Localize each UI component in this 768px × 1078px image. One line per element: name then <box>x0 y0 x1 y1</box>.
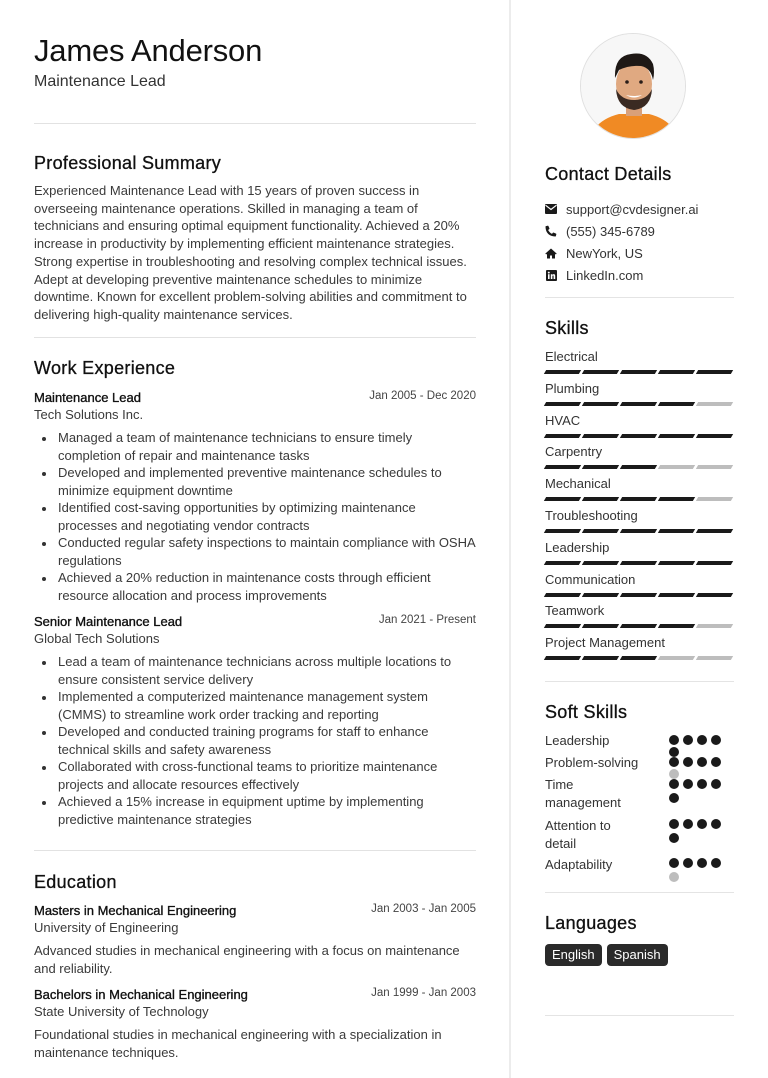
job-bullet: Achieved a 15% increase in equipment uptime by implementing predictive maintenance strategies <box>34 793 476 828</box>
job-bullet: Managed a team of maintenance technicians to ensure timely completion of repair and maintenance tasks <box>34 429 476 464</box>
skill-segment-filled <box>582 561 619 565</box>
skill-row <box>545 475 734 501</box>
soft-skill-name: Problem-solving <box>545 755 639 770</box>
skill-segment-filled <box>582 624 619 628</box>
job-company: Global Tech Solutions <box>34 631 160 646</box>
degree-title: Masters in Mechanical Engineering <box>34 903 237 918</box>
experience-divider <box>34 850 476 851</box>
job-bullet: Identified cost-saving opportunities by optimizing maintenance processes and negotiating vendor contracts <box>34 499 476 534</box>
rating-dot-filled <box>697 858 707 868</box>
education-description: Foundational studies in mechanical engineering with a specialization in maintenance techniques. <box>34 1027 442 1060</box>
skill-segment-filled <box>620 624 657 628</box>
soft-skill-rating <box>669 779 725 803</box>
job-dates: Jan 2005 - Dec 2020 <box>369 390 476 402</box>
rating-dot-filled <box>697 779 707 789</box>
skill-segment-filled <box>696 370 733 374</box>
soft-skill-rating <box>669 819 725 843</box>
skill-segment-filled <box>696 529 733 533</box>
soft-skill-name: Adaptability <box>545 857 613 872</box>
skill-name: Project Management <box>545 635 665 650</box>
skill-segment-filled <box>658 370 695 374</box>
skill-segment-filled <box>658 529 695 533</box>
skill-name: Mechanical <box>545 476 611 491</box>
job-entry <box>34 613 476 828</box>
school-name: State University of Technology <box>34 1004 209 1019</box>
soft-skill-name: Time management <box>545 777 621 810</box>
skill-segment-filled <box>696 561 733 565</box>
rating-dot-filled <box>683 757 693 767</box>
skill-segment-empty <box>696 402 733 406</box>
skill-segment-filled <box>582 656 619 660</box>
rating-dot-filled <box>669 735 679 745</box>
skill-level-bar <box>545 465 734 469</box>
skill-level-bar <box>545 370 734 374</box>
skill-segment-filled <box>582 370 619 374</box>
skill-name: Leadership <box>545 540 610 555</box>
candidate-name: James Anderson <box>34 33 263 68</box>
skill-segment-filled <box>696 593 733 597</box>
skill-segment-filled <box>658 434 695 438</box>
skill-segment-filled <box>620 465 657 469</box>
rating-dot-filled <box>683 779 693 789</box>
job-company: Tech Solutions Inc. <box>34 407 144 422</box>
education-entry <box>34 986 476 1061</box>
skill-row <box>545 571 734 597</box>
skill-segment-filled <box>658 624 695 628</box>
skill-level-bar <box>545 624 734 628</box>
job-bullets <box>34 653 476 828</box>
skill-segment-filled <box>544 561 581 565</box>
experience-heading: Work Experience <box>34 358 176 378</box>
skill-name: Carpentry <box>545 444 603 459</box>
rating-dot-filled <box>697 819 707 829</box>
skill-row <box>545 602 734 628</box>
skill-level-bar <box>545 497 734 501</box>
job-bullet: Implemented a computerized maintenance management system (CMMS) to streamline work order tracking and reporting <box>34 688 476 723</box>
skill-level-bar <box>545 593 734 597</box>
job-title: Maintenance Lead <box>34 390 141 405</box>
education-dates: Jan 2003 - Jan 2005 <box>371 903 476 915</box>
soft-skills-heading: Soft Skills <box>545 702 628 722</box>
summary-divider <box>34 337 476 338</box>
rating-dot-filled <box>669 819 679 829</box>
language-badge: English <box>545 944 602 966</box>
skill-segment-filled <box>696 434 733 438</box>
linkedin-icon <box>545 269 557 281</box>
contact-email-text: support@cvdesigner.ai <box>566 201 699 217</box>
profile-photo-icon <box>581 34 686 139</box>
skill-segment-filled <box>544 593 581 597</box>
envelope-icon <box>545 203 557 215</box>
contact-location-text: NewYork, US <box>566 245 643 261</box>
job-bullet: Collaborated with cross-functional teams to prioritize maintenance projects and allocate resources effectively <box>34 758 476 793</box>
rating-dot-filled <box>711 858 721 868</box>
skill-segment-filled <box>658 561 695 565</box>
skill-level-bar <box>545 656 734 660</box>
education-dates: Jan 1999 - Jan 2003 <box>371 987 476 999</box>
skill-name: Teamwork <box>545 603 605 618</box>
job-bullet: Developed and conducted training programs for staff to enhance technical skills and safety awareness <box>34 723 476 758</box>
skill-name: Electrical <box>545 349 598 364</box>
skill-segment-filled <box>582 402 619 406</box>
contact-phone[interactable] <box>545 220 734 242</box>
rating-dot-filled <box>697 757 707 767</box>
skill-segment-filled <box>620 434 657 438</box>
language-badge: Spanish <box>607 944 668 966</box>
skill-segment-filled <box>544 370 581 374</box>
rating-dot-filled <box>683 858 693 868</box>
rating-dot-filled <box>669 779 679 789</box>
rating-dot-filled <box>711 779 721 789</box>
contact-phone-text: (555) 345-6789 <box>566 223 655 239</box>
job-bullet: Developed and implemented preventive maintenance schedules to minimize equipment downtime <box>34 464 476 499</box>
skill-segment-filled <box>620 370 657 374</box>
skill-row <box>545 380 734 406</box>
skill-name: Communication <box>545 572 636 587</box>
skill-segment-empty <box>658 465 695 469</box>
job-entry <box>34 389 476 604</box>
skill-segment-filled <box>620 593 657 597</box>
rating-dot-filled <box>669 747 679 757</box>
job-bullet: Lead a team of maintenance technicians across multiple locations to ensure consistent service delivery <box>34 653 476 688</box>
contact-linkedin[interactable] <box>545 264 734 286</box>
rating-dot-filled <box>711 735 721 745</box>
rating-dot-empty <box>669 872 679 882</box>
column-divider <box>509 0 511 1078</box>
home-icon <box>545 247 557 259</box>
education-entry <box>34 902 476 977</box>
skill-level-bar <box>545 561 734 565</box>
skill-segment-filled <box>620 656 657 660</box>
skill-segment-empty <box>696 656 733 660</box>
soft-skill-rating <box>669 858 725 882</box>
job-dates: Jan 2021 - Present <box>378 614 476 626</box>
skill-segment-filled <box>620 529 657 533</box>
skill-row <box>545 539 734 565</box>
skill-row <box>545 634 734 660</box>
job-bullets <box>34 429 476 604</box>
skill-segment-filled <box>582 434 619 438</box>
languages-list <box>545 944 668 966</box>
summary-text: Experienced Maintenance Lead with 15 years of proven success in overseeing maintenance operations. Skilled in managing a team of technicians and ensuring optimal equipment functionality. Achieved a 20% increase in productivity by implementing efficient maintenance strategies. Strong expertise in troubleshooting and resolving complex technical issues. Adept at developing preventive maintenance schedules to minimize downtime. Known for excellent problem-solving abilities and commitment to delivering high-quality maintenance services. <box>34 183 467 322</box>
skill-level-bar <box>545 434 734 438</box>
languages-divider <box>545 1015 734 1016</box>
rating-dot-filled <box>711 819 721 829</box>
skill-segment-filled <box>620 402 657 406</box>
skill-row <box>545 412 734 438</box>
rating-dot-filled <box>683 735 693 745</box>
phone-icon <box>545 225 557 237</box>
contact-linkedin-text: LinkedIn.com <box>566 267 644 283</box>
job-title: Senior Maintenance Lead <box>34 614 183 629</box>
degree-title: Bachelors in Mechanical Engineering <box>34 987 248 1002</box>
skill-segment-empty <box>696 465 733 469</box>
skill-segment-filled <box>544 656 581 660</box>
skill-segment-empty <box>658 656 695 660</box>
header-divider <box>34 123 476 124</box>
rating-dot-filled <box>697 735 707 745</box>
skill-segment-filled <box>544 529 581 533</box>
soft-skills-divider <box>545 892 734 893</box>
school-name: University of Engineering <box>34 920 179 935</box>
skill-segment-empty <box>696 624 733 628</box>
job-bullet: Achieved a 20% reduction in maintenance costs through efficient resource allocation and process improvements <box>34 569 476 604</box>
skill-name: Troubleshooting <box>545 508 638 523</box>
skill-segment-filled <box>620 561 657 565</box>
skill-name: Plumbing <box>545 381 600 396</box>
skill-segment-filled <box>582 497 619 501</box>
soft-skill-rating <box>669 757 725 779</box>
skills-heading: Skills <box>545 318 589 338</box>
skill-segment-filled <box>658 593 695 597</box>
skill-segment-filled <box>544 434 581 438</box>
job-bullet: Conducted regular safety inspections to maintain compliance with OSHA regulations <box>34 534 476 569</box>
skill-segment-filled <box>620 497 657 501</box>
skill-segment-filled <box>658 402 695 406</box>
skill-segment-filled <box>582 529 619 533</box>
skill-row <box>545 507 734 533</box>
rating-dot-filled <box>669 793 679 803</box>
skill-row <box>545 443 734 469</box>
education-description: Advanced studies in mechanical engineering with a focus on maintenance and reliability. <box>34 943 460 976</box>
skill-segment-filled <box>582 593 619 597</box>
rating-dot-filled <box>669 858 679 868</box>
rating-dot-filled <box>669 833 679 843</box>
contact-location <box>545 242 734 264</box>
rating-dot-filled <box>711 757 721 767</box>
contact-list <box>545 198 734 286</box>
skill-segment-filled <box>582 465 619 469</box>
avatar <box>580 33 686 139</box>
skill-name: HVAC <box>545 413 581 428</box>
contact-email[interactable] <box>545 198 734 220</box>
candidate-title: Maintenance Lead <box>34 73 166 90</box>
skill-level-bar <box>545 402 734 406</box>
skill-row <box>545 348 734 374</box>
skill-segment-empty <box>696 497 733 501</box>
skills-divider <box>545 681 734 682</box>
summary-heading: Professional Summary <box>34 153 222 173</box>
skill-segment-filled <box>544 465 581 469</box>
rating-dot-filled <box>683 819 693 829</box>
rating-dot-filled <box>669 757 679 767</box>
contact-heading: Contact Details <box>545 164 672 184</box>
skill-segment-filled <box>544 624 581 628</box>
skill-segment-filled <box>658 497 695 501</box>
skill-segment-filled <box>544 497 581 501</box>
soft-skill-name: Leadership <box>545 733 610 748</box>
soft-skill-rating <box>669 735 725 757</box>
rating-dot-empty <box>669 769 679 779</box>
soft-skill-name: Attention to detail <box>545 818 611 851</box>
languages-heading: Languages <box>545 913 637 933</box>
skill-level-bar <box>545 529 734 533</box>
skill-segment-filled <box>544 402 581 406</box>
education-heading: Education <box>34 872 117 892</box>
contact-divider <box>545 297 734 298</box>
